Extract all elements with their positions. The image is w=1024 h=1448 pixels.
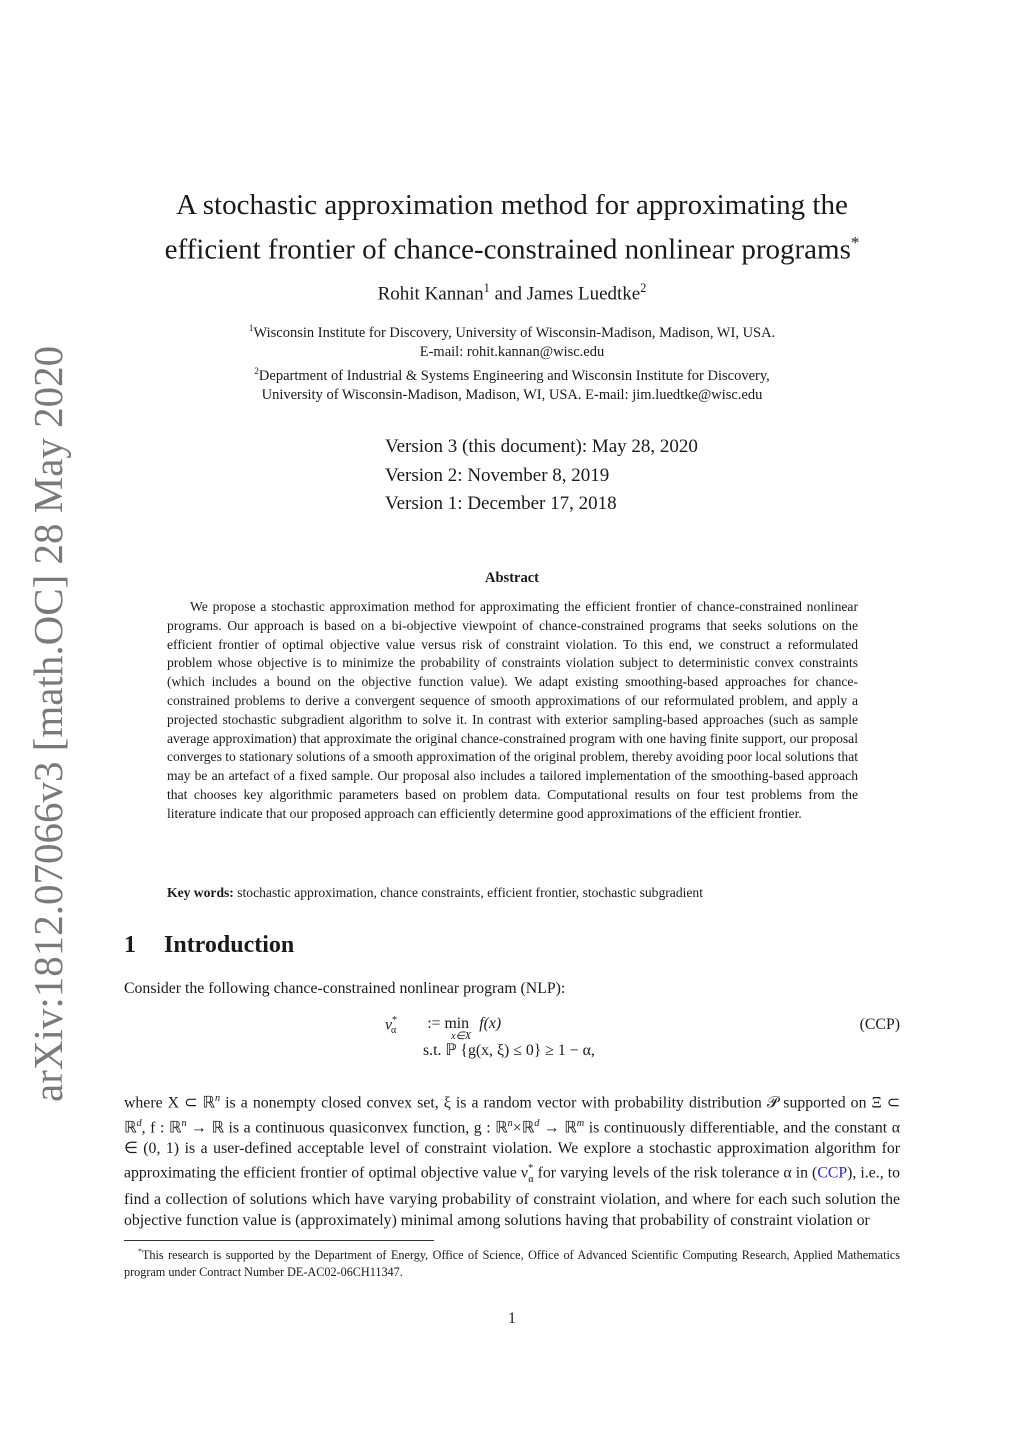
section-number: 1 bbox=[124, 932, 136, 958]
keywords: Key words: stochastic approximation, chance constraints, efficient frontier, stochastic subgradient bbox=[167, 885, 703, 900]
page-number: 1 bbox=[508, 1310, 516, 1327]
arxiv-identifier-stamp: arXiv:1812.07066v3 [math.OC] 28 May 2020 bbox=[25, 345, 71, 1102]
affiliation-2: $^2$Department of Industrial & Systems Engineering and Wisconsin Institute for Discovery, bbox=[254, 366, 770, 384]
footnote-rule bbox=[124, 1240, 434, 1241]
intro-paragraph: where X ⊂ ℝ$^n$ is a nonempty closed convex set, ξ is a random vector with probability distribution 𝒫 supported on Ξ ⊂ ℝ$^d$, f : ℝ$^n$ → ℝ is a continuous quasiconvex function, g : ℝ$^n$×ℝ$^d$ → ℝ$^m$ is continuously differentiable, and the constant α ∈ (0, 1) is a user-defined acceptable level of constraint violation. We explore a stochastic approximation algorithm for approximating the efficient frontier of optimal objective value $\nu^*_\alpha$ for varying levels of the risk tolerance α in (CCP), i.e., to find a collection of solutions which have varying probability of constraint violation, and where for each such solution the objective function value is (approximately) minimal among solutions having that probability of constraint violation or bbox=[124, 1093, 900, 1229]
abstract-heading: Abstract bbox=[485, 570, 539, 586]
equation-ccp: $\nu^*_\alpha$ := min x∈X f(x) s.t. ℙ {g(x, ξ) ≤ 0} ≥ 1 − α, bbox=[385, 1015, 595, 1059]
paper-title bbox=[120, 186, 904, 269]
affiliation-2-email: University of Wisconsin-Madison, Madison, WI, USA. E-mail: jim.luedtke@wisc.edu bbox=[261, 387, 763, 404]
title-line-2: efficient frontier of chance-constrained nonlinear programs* bbox=[164, 233, 860, 266]
title-line-1: A stochastic approximation method for approximating the bbox=[176, 189, 848, 221]
version-2: Version 2: November 8, 2019 bbox=[385, 464, 610, 486]
author-2: James Luedtke bbox=[526, 283, 641, 305]
intro-sentence: Consider the following chance-constrained nonlinear program (NLP): bbox=[124, 980, 566, 997]
author-list: Rohit Kannan$^1$ and James Luedtke$^2$ bbox=[377, 281, 647, 305]
footnote: *This research is supported by the Department of Energy, Office of Science, Office of Advanced Scientific Computing Research, Applied Mathematics program under Contract Number DE-AC02-06CH11347. bbox=[124, 1247, 900, 1279]
abstract-text: We propose a stochastic approximation method for approximating the efficient frontier of chance-constrained nonlinear programs. Our approach is based on a bi-objective viewpoint of chance-constrained programs that seeks solutions on the efficient frontier of optimal objective value versus risk of constraint violation. To this end, we construct a reformulated problem whose objective is to minimize the probability of constraints violation subject to deterministic convex constraints (which includes a bound on the objective function value). We adapt existing smoothing-based approaches for chance-constrained problems to derive a convergent sequence of smooth approximations of our reformulated problem, and apply a projected stochastic subgradient algorithm to solve it. In contrast with exterior sampling-based approaches (such as sample average approximation) that approximate the original chance-constrained program with one having finite support, our proposal converges to stationary solutions of a smooth approximation of the original problem, thereby avoiding poor local solutions that may be an artefact of a fixed sample. Our proposal also includes a tailored implementation of the smoothing-based approach that chooses key algorithmic parameters based on problem data. Computational results on four test problems from the literature indicate that our proposed approach can efficiently determine good approximations of the efficient frontier. bbox=[167, 599, 858, 821]
title-footnote-mark: * bbox=[850, 233, 860, 252]
equation-label: (CCP) bbox=[859, 1016, 900, 1033]
version-1: Version 1: December 17, 2018 bbox=[385, 493, 617, 514]
equation-reference-link[interactable]: CCP bbox=[817, 1164, 848, 1182]
affiliation-1-email: E-mail: rohit.kannan@wisc.edu bbox=[419, 344, 605, 361]
affiliations bbox=[120, 320, 904, 406]
author-1: Rohit Kannan bbox=[377, 283, 484, 305]
section-heading bbox=[124, 932, 294, 959]
affiliation-1: $^1$Wisconsin Institute for Discovery, University of Wisconsin-Madison, Madison, WI, USA. bbox=[248, 324, 776, 341]
section-title: Introduction bbox=[164, 932, 295, 958]
keywords-label: Key words: bbox=[167, 885, 234, 900]
version-history bbox=[385, 433, 698, 519]
version-3: Version 3 (this document): May 28, 2020 bbox=[385, 436, 698, 457]
